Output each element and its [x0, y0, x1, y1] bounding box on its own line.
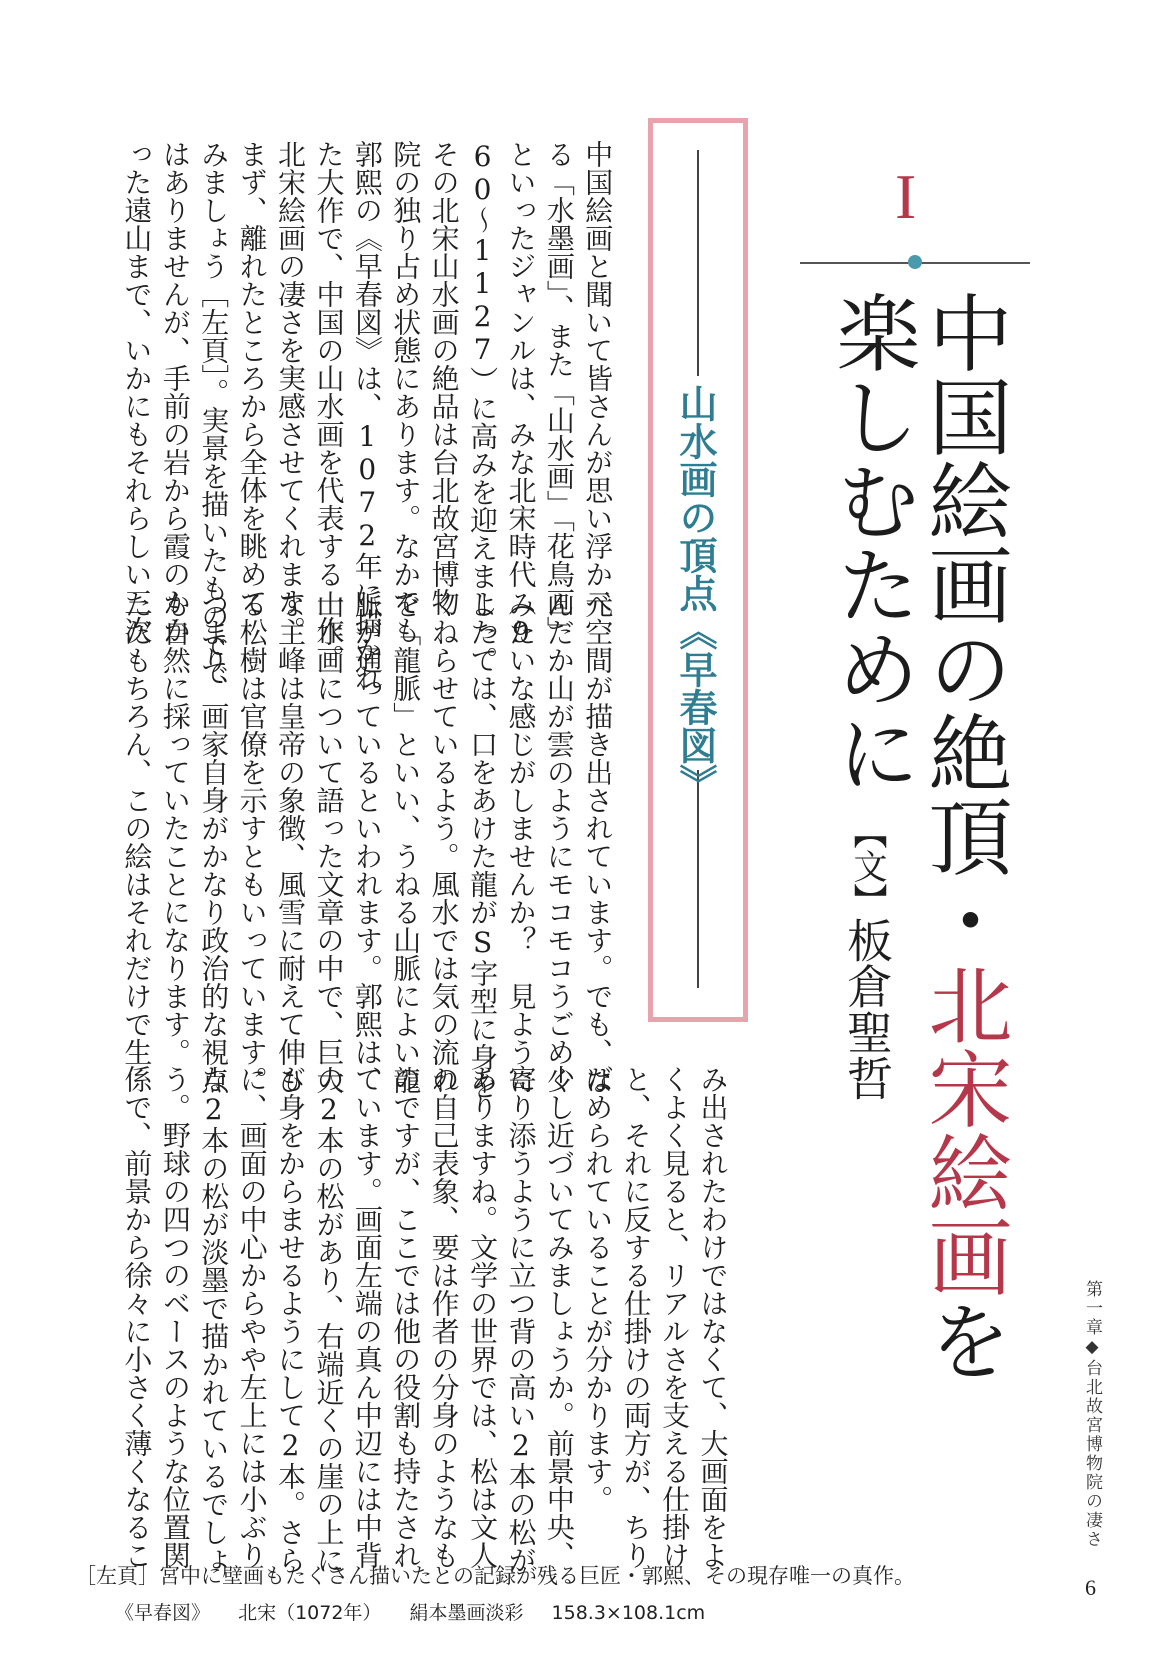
title-line-2: 楽しむために — [823, 290, 921, 794]
chapter-numeral: I — [895, 161, 917, 232]
body-column: ありますね。文学の世界では、松は文人 — [466, 1065, 500, 1569]
author-credit — [840, 815, 894, 1101]
body-column: 中国絵画と聞いて皆さんが思い浮かべ — [581, 140, 615, 616]
body-column: も自然に採っていたことになります。 — [158, 590, 192, 1066]
body-column: ています。画面左端の真ん中辺には中背 — [350, 1065, 384, 1569]
author-label: 【文】 — [847, 815, 887, 917]
body-column: った遠山まで、いかにもそれらしい三次 — [120, 140, 154, 644]
body-column: み出されたわけではなくて、大画面をよ — [696, 1065, 730, 1569]
caption-details — [115, 1598, 727, 1625]
title-accent: 北宋絵画 — [915, 962, 1013, 1298]
body-column: 院の独り占め状態にあります。なかでも — [389, 140, 423, 644]
body-column: はありませんが、手前の岩から霞のかか — [158, 140, 192, 644]
author-name: 板倉聖哲 — [840, 917, 894, 1101]
body-column: る松樹は官僚を示すともいっています。 — [235, 590, 269, 1094]
title-dot-ornament — [908, 255, 922, 269]
running-header: 第一章◆台北故宮博物院の凄さ — [1082, 1280, 1102, 1549]
body-column: くよく見ると、リアルさを支える仕掛け — [658, 1065, 692, 1569]
body-column: みたいな感じがしませんか？ 見ように — [504, 590, 538, 1094]
subtitle-rule-top — [697, 150, 699, 376]
body-column: のですが、ここでは他の役割も持たされ — [389, 1065, 423, 1569]
body-column: 山水画について語った文章の中で、巨大 — [312, 590, 346, 1094]
body-column: も身をからませるようにして2本。さら — [274, 1065, 308, 1574]
body-column: 脈が通っているといわれます。郭熙は、 — [350, 590, 384, 1094]
body-column: 郭熙の《早春図》は、1072年に描かれ — [350, 140, 384, 692]
subtitle-rule-bottom — [697, 770, 699, 988]
body-column: 元空間が描き出されています。でも、な — [581, 590, 615, 1094]
body-column: る「水墨画」、また「山水画」「花鳥画」 — [542, 140, 576, 644]
body-bottom-section — [117, 1065, 732, 1574]
caption-era: 北宋（1072年） — [238, 1602, 382, 1624]
body-top-section — [117, 140, 616, 692]
body-middle-section — [117, 590, 616, 1099]
caption-medium: 絹本墨画淡彩 — [409, 1602, 524, 1624]
body-column: ただもちろん、この絵はそれだけで生 — [120, 590, 154, 1066]
page-number: 6 — [1085, 1575, 1096, 1600]
subtitle: 山水画の頂点《早春図》 — [673, 384, 718, 802]
body-column: の2本の松があり、右端近くの崖の上に — [312, 1065, 346, 1574]
title-text-1-end: を — [915, 1298, 1013, 1382]
body-column: 北宋絵画の凄さを実感させてくれます。 — [274, 140, 308, 644]
body-column: を「龍脈」といい、うねる山脈によい龍 — [389, 590, 423, 1094]
body-column: 寄り添うように立つ背の高い2本の松が — [504, 1065, 538, 1574]
body-column: な主峰は皇帝の象徴、風雪に耐えて伸び — [274, 590, 308, 1094]
body-column: 係で、前景から徐々に小さく薄くなるこ — [120, 1065, 154, 1569]
body-column: た大作で、中国の山水画を代表する一作。 — [312, 140, 346, 672]
title-line-1 — [915, 290, 1013, 1382]
body-column: といったジャンルは、みな北宋時代（9 — [504, 140, 538, 649]
body-column: な2本の松が淡墨で描かれているでしょ — [197, 1065, 231, 1574]
title-text-1: 中国絵画の絶頂・ — [915, 290, 1013, 962]
body-column: 少し近づいてみましょうか。前景中央、 — [542, 1065, 576, 1569]
body-column: みましょう［左頁］。実景を描いたものでで — [197, 140, 231, 686]
body-column: くねらせているよう。風水では気の流れ — [427, 590, 461, 1094]
body-column: う。野球の四つのベースのような位置関 — [158, 1065, 192, 1569]
body-column: んだか山が雲のようにモコモコうごめく — [542, 590, 576, 1094]
caption-size: 158.3×108.1cm — [551, 1602, 706, 1624]
body-column: の自己表象、要は作者の分身のようなも — [427, 1065, 461, 1569]
caption-work-title: 《早春図》 — [115, 1602, 211, 1624]
body-column: その北宋山水画の絶品は台北故宮博物 — [427, 140, 461, 616]
body-column: 60〜1127）に高みを迎えました。 — [466, 140, 500, 674]
body-column: ばめられていることが分かります。 — [581, 1065, 615, 1513]
body-column: よっては、口をあけた龍がS字型に身を — [466, 590, 500, 1099]
body-column: と、それに反する仕掛けの両方が、ちり — [619, 1065, 653, 1569]
caption-description: ［左頁］宮中に壁画もたくさん描いたとの記録が残る巨匠・郭熙、その現存唯一の真作。 — [75, 1564, 915, 1588]
body-column: に、画面の中心からやや左上には小ぶり — [235, 1065, 269, 1569]
body-column: つまり、画家自身がかなり政治的な視点 — [197, 590, 231, 1094]
body-column: まず、離れたところから全体を眺めて — [235, 140, 269, 616]
